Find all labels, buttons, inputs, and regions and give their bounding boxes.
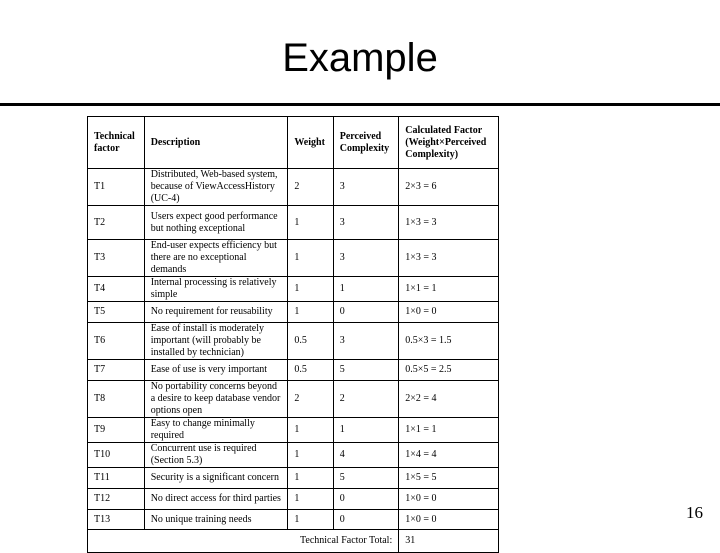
- description-cell: Distributed, Web-based system, because of ViewAccessHistory (UC-4): [144, 169, 288, 206]
- table-row: [88, 277, 499, 302]
- description-cell: Ease of use is very important: [144, 360, 288, 381]
- calculated-cell: 1×1 = 1: [399, 277, 499, 302]
- complexity-cell: 3: [333, 169, 399, 206]
- table-total-row: [88, 530, 499, 553]
- factor-cell: T8: [88, 381, 145, 418]
- description-cell: No requirement for reusability: [144, 302, 288, 323]
- description-cell: No direct access for third parties: [144, 489, 288, 510]
- complexity-cell: 0: [333, 510, 399, 530]
- weight-cell: 2: [288, 381, 333, 418]
- complexity-cell: 1: [333, 418, 399, 443]
- factor-cell: T4: [88, 277, 145, 302]
- table-row: [88, 169, 499, 206]
- calculated-cell: 1×4 = 4: [399, 443, 499, 468]
- calculated-cell: 1×0 = 0: [399, 489, 499, 510]
- description-cell: Internal processing is relatively simple: [144, 277, 288, 302]
- complexity-cell: 2: [333, 381, 399, 418]
- calculated-cell: 2×3 = 6: [399, 169, 499, 206]
- weight-cell: 1: [288, 240, 333, 277]
- weight-cell: 1: [288, 206, 333, 240]
- table-row: [88, 443, 499, 468]
- complexity-cell: 0: [333, 489, 399, 510]
- total-value: 31: [399, 530, 499, 553]
- weight-cell: 2: [288, 169, 333, 206]
- factor-cell: T3: [88, 240, 145, 277]
- table-row: [88, 381, 499, 418]
- complexity-cell: 1: [333, 277, 399, 302]
- calculated-cell: 1×5 = 5: [399, 468, 499, 489]
- factor-cell: T6: [88, 323, 145, 360]
- table-row: [88, 323, 499, 360]
- table-row: [88, 510, 499, 530]
- slide-title: Example: [282, 36, 438, 80]
- description-cell: No portability concerns beyond a desire to keep database vendor options open: [144, 381, 288, 418]
- technical-factors-table: [87, 116, 499, 553]
- weight-cell: 1: [288, 443, 333, 468]
- calculated-cell: 1×3 = 3: [399, 240, 499, 277]
- description-cell: End-user expects efficiency but there are no exceptional demands: [144, 240, 288, 277]
- complexity-cell: 5: [333, 360, 399, 381]
- table-row: [88, 302, 499, 323]
- title-divider: [0, 103, 720, 106]
- calculated-cell: 0.5×3 = 1.5: [399, 323, 499, 360]
- header-weight: Weight: [288, 117, 333, 169]
- factor-cell: T1: [88, 169, 145, 206]
- table-row: [88, 418, 499, 443]
- complexity-cell: 3: [333, 206, 399, 240]
- complexity-cell: 0: [333, 302, 399, 323]
- factor-cell: T13: [88, 510, 145, 530]
- complexity-cell: 3: [333, 323, 399, 360]
- calculated-cell: 2×2 = 4: [399, 381, 499, 418]
- description-cell: Users expect good performance but nothing exceptional: [144, 206, 288, 240]
- weight-cell: 0.5: [288, 360, 333, 381]
- weight-cell: 0.5: [288, 323, 333, 360]
- table-header-row: [88, 117, 499, 169]
- weight-cell: 1: [288, 302, 333, 323]
- weight-cell: 1: [288, 468, 333, 489]
- weight-cell: 1: [288, 277, 333, 302]
- header-technical-factor: Technical factor: [88, 117, 145, 169]
- calculated-cell: 0.5×5 = 2.5: [399, 360, 499, 381]
- header-description: Description: [144, 117, 288, 169]
- weight-cell: 1: [288, 489, 333, 510]
- factor-cell: T9: [88, 418, 145, 443]
- calculated-cell: 1×1 = 1: [399, 418, 499, 443]
- description-cell: Concurrent use is required (Section 5.3): [144, 443, 288, 468]
- weight-cell: 1: [288, 418, 333, 443]
- factor-cell: T10: [88, 443, 145, 468]
- description-cell: Easy to change minimally required: [144, 418, 288, 443]
- total-label: Technical Factor Total:: [299, 535, 393, 546]
- total-label-cell: [88, 530, 399, 553]
- table-row: [88, 360, 499, 381]
- calculated-cell: 1×0 = 0: [399, 510, 499, 530]
- factor-cell: T5: [88, 302, 145, 323]
- header-calculated-factor: Calculated Factor (Weight×Perceived Complexity): [399, 117, 499, 169]
- weight-cell: 1: [288, 510, 333, 530]
- description-cell: Ease of install is moderately important (will probably be installed by technician): [144, 323, 288, 360]
- table-row: [88, 206, 499, 240]
- table-row: [88, 489, 499, 510]
- factor-cell: T7: [88, 360, 145, 381]
- complexity-cell: 3: [333, 240, 399, 277]
- calculated-cell: 1×3 = 3: [399, 206, 499, 240]
- factor-cell: T11: [88, 468, 145, 489]
- page-number: 16: [686, 503, 703, 522]
- description-cell: Security is a significant concern: [144, 468, 288, 489]
- factor-cell: T2: [88, 206, 145, 240]
- factor-cell: T12: [88, 489, 145, 510]
- table-row: [88, 240, 499, 277]
- calculated-cell: 1×0 = 0: [399, 302, 499, 323]
- header-perceived-complexity: Perceived Complexity: [333, 117, 399, 169]
- description-cell: No unique training needs: [144, 510, 288, 530]
- complexity-cell: 4: [333, 443, 399, 468]
- table-row: [88, 468, 499, 489]
- complexity-cell: 5: [333, 468, 399, 489]
